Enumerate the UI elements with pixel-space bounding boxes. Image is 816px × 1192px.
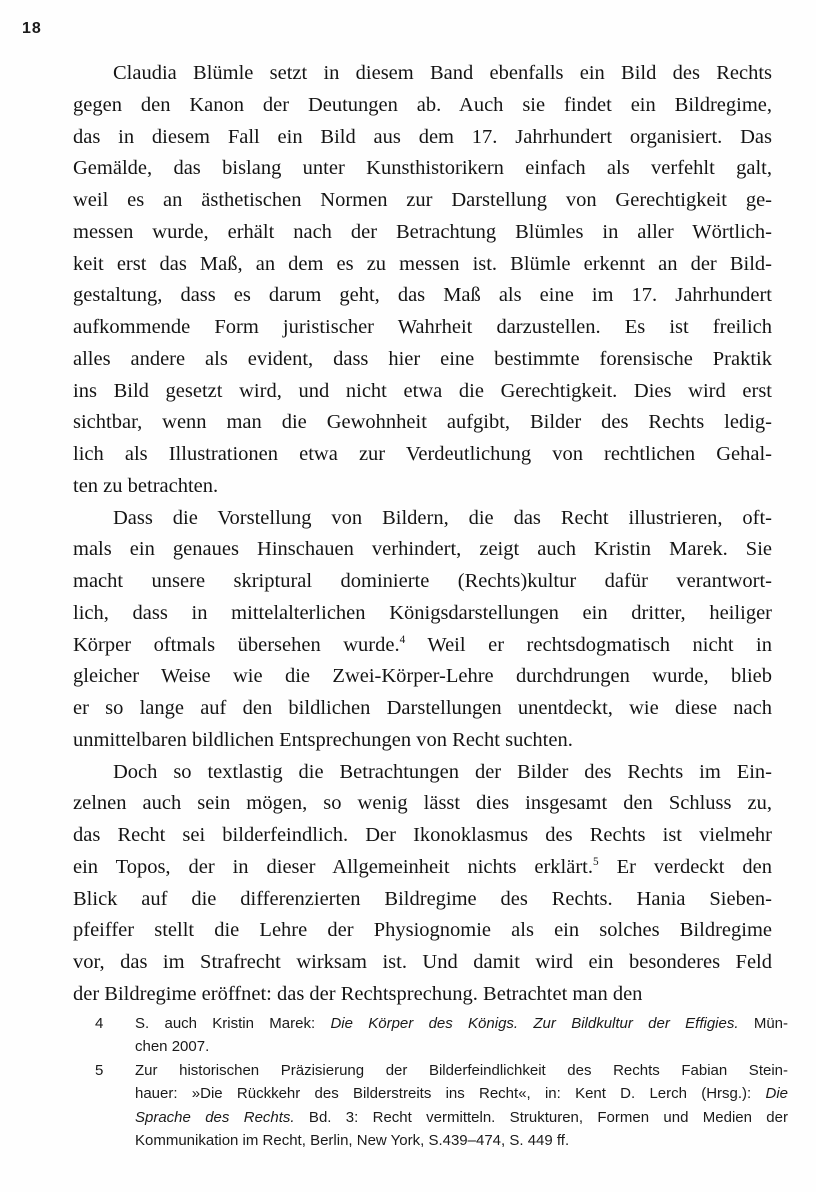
footnote-marker: 5: [95, 1061, 104, 1079]
body-line: [73, 661, 772, 693]
text-segment: gegen den Kanon der Deutungen ab. Auch sie findet ein Bildregime,: [73, 93, 772, 116]
body-line: [73, 439, 772, 471]
text-segment: das in diesem Fall ein Bild aus dem 17. Jahrhundert organisiert. Das: [73, 125, 772, 148]
body-line: [73, 185, 772, 217]
body-line: [73, 58, 772, 90]
footnote-text: [135, 1059, 788, 1153]
text-segment: vor, das im Strafrecht wirksam ist. Und damit wird ein besonderes Feld: [73, 951, 772, 973]
text-segment: ein Topos, der in dieser Allgemeinheit nichts erklärt.: [73, 855, 593, 878]
footnote-line: [135, 1012, 788, 1035]
body-line: [73, 947, 772, 979]
footnote-marker: 4: [95, 1015, 104, 1032]
footnotes-section: [95, 1012, 788, 1152]
body-line: [73, 566, 772, 598]
text-segment: Dass die Vorstellung von Bildern, die das Recht illustrieren, oft-: [113, 506, 772, 529]
text-segment: pfeiffer stellt die Lehre der Physiognomie als ein solches Bildregime: [73, 919, 772, 942]
body-text: [73, 58, 772, 1011]
text-segment: der Bildregime eröffnet: das der Rechtsprechung. Betrachtet man den: [73, 982, 643, 1005]
text-segment: gleicher Weise wie die Zwei-Körper-Lehre durchdrungen wurde, blieb: [73, 665, 772, 688]
text-segment: ins Bild gesetzt wird, und nicht etwa die Gerechtigkeit. Dies wird erst: [73, 379, 772, 402]
footnote-line: [135, 1129, 788, 1152]
text-segment: das Recht sei bilderfeindlich. Der Ikonoklasmus des Rechts ist vielmehr: [73, 824, 772, 846]
text-segment: Blick auf die differenzierten Bildregime des Rechts. Hania Sieben-: [73, 887, 772, 910]
body-line: [73, 598, 772, 630]
text-segment: mals ein genaues Hinschauen verhindert, zeigt auch Kristin Marek. Sie: [73, 538, 772, 561]
body-line: [73, 249, 772, 281]
text-segment: weil es an ästhetischen Normen zur Darstellung von Gerechtigkeit ge-: [73, 189, 772, 211]
body-line: [73, 344, 772, 376]
text-segment: chen 2007.: [135, 1038, 210, 1056]
text-segment: Bd. 3: Recht vermitteln. Strukturen, Formen und Medien der: [294, 1108, 788, 1126]
body-line: [73, 820, 772, 852]
italic-title: Sprache des Rechts.: [135, 1108, 295, 1126]
body-line: [73, 407, 772, 439]
body-line: [73, 217, 772, 249]
footnote-text: [135, 1012, 788, 1059]
body-line: [73, 90, 772, 122]
text-segment: S. auch Kristin Marek:: [135, 1015, 331, 1032]
text-segment: Doch so textlastig die Betrachtungen der Bilder des Rechts im Ein-: [113, 760, 772, 783]
text-segment: ten zu betrachten.: [73, 474, 219, 497]
text-segment: zelnen auch sein mögen, so wenig lässt dies insgesamt den Schluss zu,: [73, 792, 772, 815]
text-segment: unmittelbaren bildlichen Entsprechungen von Recht suchten.: [73, 728, 573, 751]
text-segment: Claudia Blümle setzt in diesem Band ebenfalls ein Bild des Rechts: [113, 62, 772, 84]
italic-title: Die: [765, 1085, 788, 1103]
text-segment: er so lange auf den bildlichen Darstellungen unentdeckt, wie diese nach: [73, 697, 772, 719]
body-line: [73, 376, 772, 408]
body-line: [73, 630, 772, 662]
footnote-line: [135, 1035, 788, 1058]
text-segment: Mün-: [738, 1015, 788, 1032]
text-segment: lich, dass in mittelalterlichen Königsdarstellungen ein dritter, heiliger: [73, 601, 772, 624]
text-segment: hauer: »Die Rückkehr des Bilderstreits ins Recht«, in: Kent D. Lerch (Hrsg.):: [135, 1085, 766, 1103]
text-segment: alles andere als evident, dass hier eine bestimmte forensische Praktik: [73, 347, 772, 370]
text-segment: aufkommende Form juristischer Wahrheit darzustellen. Es ist freilich: [73, 316, 772, 338]
text-segment: Kommunikation im Recht, Berlin, New York, S.439–474, S. 449 ff.: [135, 1131, 570, 1149]
text-segment: Er verdeckt den: [598, 855, 772, 878]
text-segment: Weil er rechtsdogmatisch nicht in: [405, 633, 772, 656]
body-line: [73, 852, 772, 884]
text-segment: keit erst das Maß, an dem es zu messen ist. Blümle erkennt an der Bild-: [73, 252, 772, 275]
body-line: [73, 725, 772, 757]
footnote-reference: 4: [399, 633, 406, 646]
text-segment: Zur historischen Präzisierung der Bilderfeindlichkeit des Rechts Fabian Stein-: [135, 1061, 788, 1079]
text-segment: macht unsere skriptural dominierte (Rechts)kultur dafür verantwort-: [73, 570, 772, 592]
body-line: [73, 915, 772, 947]
page-number: 18: [22, 20, 42, 37]
text-segment: gestaltung, dass es darum geht, das Maß als eine im 17. Jahrhundert: [73, 284, 772, 307]
body-line: [73, 757, 772, 789]
footnote-line: [135, 1106, 788, 1129]
text-segment: Gemälde, das bislang unter Kunsthistorikern einfach als verfehlt galt,: [73, 157, 772, 180]
body-line: [73, 979, 772, 1011]
italic-title: Die Körper des Königs. Zur Bildkultur der Effigies.: [330, 1015, 739, 1032]
footnote: [95, 1012, 788, 1059]
body-line: [73, 693, 772, 725]
body-line: [73, 534, 772, 566]
footnote-line: [135, 1082, 788, 1105]
body-line: [73, 471, 772, 503]
body-line: [73, 884, 772, 916]
body-line: [73, 122, 772, 154]
footnote: [95, 1059, 788, 1153]
body-line: [73, 280, 772, 312]
footnote-line: [135, 1059, 788, 1082]
body-line: [73, 503, 772, 535]
text-segment: sichtbar, wenn man die Gewohnheit aufgibt, Bilder des Rechts ledig-: [73, 411, 772, 434]
text-segment: Körper oftmals übersehen wurde.: [73, 633, 400, 656]
footnote-reference: 5: [593, 855, 599, 868]
text-segment: messen wurde, erhält nach der Betrachtung Blümles in aller Wörtlich-: [73, 220, 772, 243]
text-segment: lich als Illustrationen etwa zur Verdeutlichung von rechtlichen Gehal-: [73, 443, 772, 465]
body-line: [73, 788, 772, 820]
body-line: [73, 312, 772, 344]
body-line: [73, 153, 772, 185]
